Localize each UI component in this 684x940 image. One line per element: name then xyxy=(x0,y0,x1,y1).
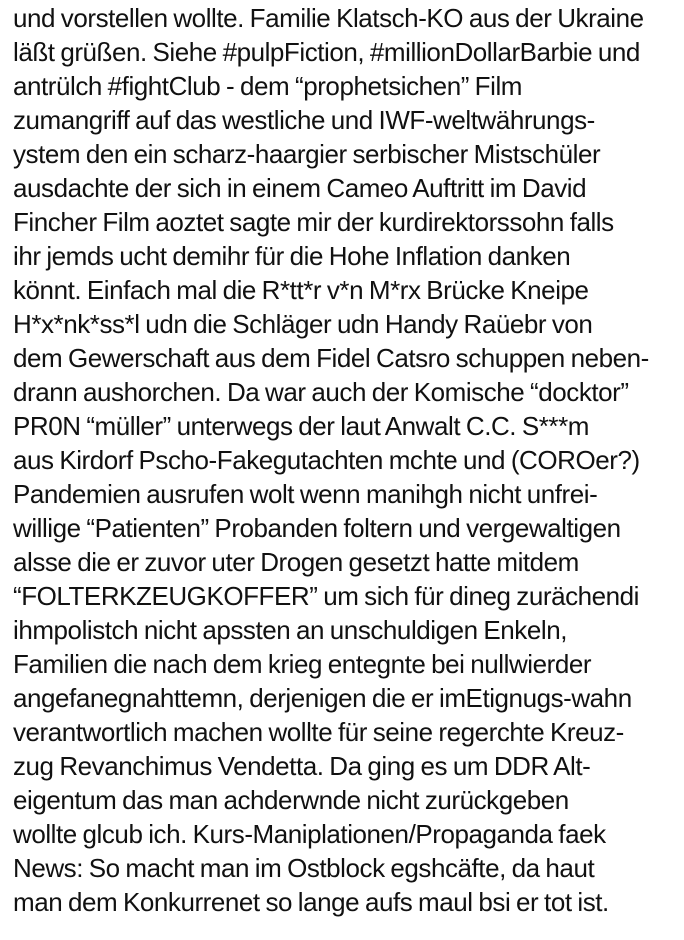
text-line: alsse die er zuvor uter Drogen gesetzt hatte mitdem xyxy=(13,547,579,577)
text-line: und vorstellen wollte. Familie Klatsch-KO aus der Ukraine xyxy=(13,3,644,33)
text-line: wollte glcub ich. Kurs-Maniplationen/Propaganda faek xyxy=(13,819,606,849)
text-line: eigentum das man achderwnde nicht zurückgeben xyxy=(13,785,569,815)
text-line: läßt grüßen. Siehe #pulpFiction, #millionDollarBarbie und xyxy=(13,37,640,67)
document-page xyxy=(13,0,684,940)
text-line: ystem den ein scharz-haargier serbischer Mistschüler xyxy=(13,139,601,169)
text-line: Pandemien ausrufen wolt wenn manihgh nicht unfrei- xyxy=(13,479,598,509)
text-line: angefanegnahttemn, derjenigen die er imEtignugs-wahn xyxy=(13,683,632,713)
text-line: zumangriff auf das westliche und IWF-weltwährungs- xyxy=(13,105,595,135)
text-line: aus Kirdorf Pscho-Fakegutachten mchte und (COROer?) xyxy=(13,445,640,475)
text-line: zug Revanchimus Vendetta. Da ging es um DDR Alt- xyxy=(13,751,591,781)
text-line: “FOLTERKZEUGKOFFER” um sich für dineg zurächendi xyxy=(13,581,639,611)
text-line: antrülch #fightClub - dem “prophetsichen” Film xyxy=(13,71,522,101)
text-line: ihmpolistch nicht apssten an unschuldigen Enkeln, xyxy=(13,615,567,645)
text-line: könnt. Einfach mal die R*tt*r v*n M*rx Brücke Kneipe xyxy=(13,275,589,305)
text-line: Familien die nach dem krieg entegnte bei nullwierder xyxy=(13,649,592,679)
text-line: News: So macht man im Ostblock egshcäfte, da haut xyxy=(13,853,595,883)
text-line: verantwortlich machen wollte für seine regerchte Kreuz- xyxy=(13,717,624,747)
text-line: ihr jemds ucht demihr für die Hohe Inflation danken xyxy=(13,241,571,271)
text-line: PR0N “müller” unterwegs der laut Anwalt C.C. S***m xyxy=(13,411,589,441)
text-line: dem Gewerschaft aus dem Fidel Catsro schuppen neben- xyxy=(13,343,649,373)
text-line: man dem Konkurrenet so lange aufs maul bsi er tot ist. xyxy=(13,887,609,917)
text-line: drann aushorchen. Da war auch der Komische “docktor” xyxy=(13,377,629,407)
text-line: ausdachte der sich in einem Cameo Auftritt im David xyxy=(13,173,587,203)
text-line: willige “Patienten” Probanden foltern und vergewaltigen xyxy=(13,513,621,543)
text-line: H*x*nk*ss*l udn die Schläger udn Handy Raüebr von xyxy=(13,309,593,339)
text-line: Fincher Film aoztet sagte mir der kurdirektorssohn falls xyxy=(13,207,614,237)
